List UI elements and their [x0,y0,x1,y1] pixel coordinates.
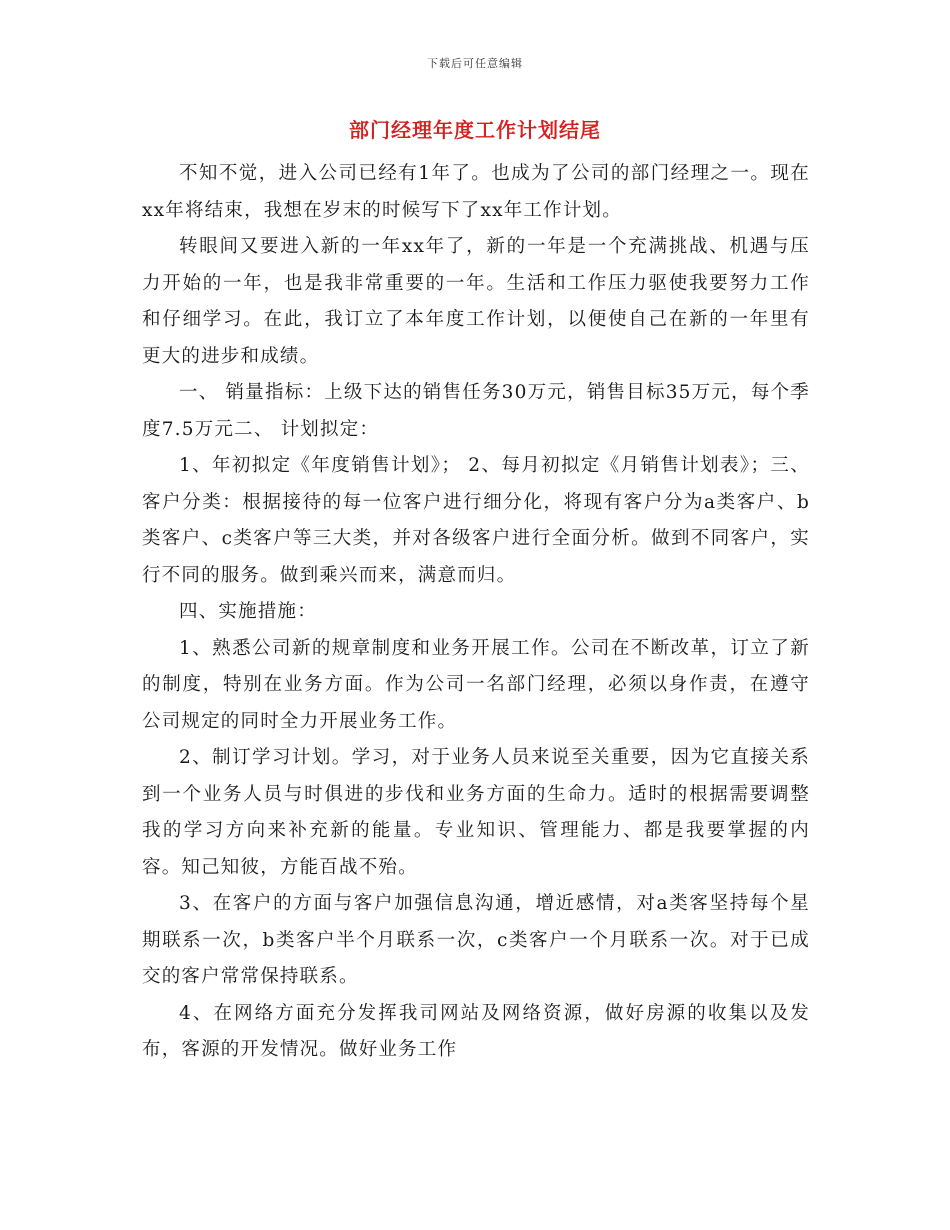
paragraph-measure-3: 3、在客户的方面与客户加强信息沟通，增近感情，对a类客坚持每个星期联系一次，b类客户半个月联系一次，c类客户一个月联系一次。对于已成交的客户常常保持联系。 [142,893,810,987]
document-body [142,156,810,1069]
document-title: 部门经理年度工作计划结尾 [349,118,601,142]
paragraph-measure-4: 4、在网络方面充分发挥我司网站及网络资源，做好房源的收集以及发布，客源的开发情况。做好业务工作 [142,1002,810,1060]
paragraph-sales-target: 一、 销量指标：上级下达的销售任务30万元，销售目标35万元，每个季度7.5万元二、 计划拟定： [142,382,810,440]
paragraph-intro: 不知不觉，进入公司已经有1年了。也成为了公司的部门经理之一。现在xx年将结束，我想在岁末的时候写下了xx年工作计划。 [142,163,810,221]
paragraph-measures-heading: 四、实施措施： [179,601,317,622]
paragraph-plan-and-customers: 1、年初拟定《年度销售计划》； 2、每月初拟定《月销售计划表》；三、客户分类：根据接待的每一位客户进行细分化，将现有客户分为a类客户、b类客户、c类客户等三大类，并对各级客户进行全面分析。做到不同客户，实行不同的服务。做到乘兴而来，满意而归。 [142,455,810,586]
paragraph-measure-1: 1、熟悉公司新的规章制度和业务开展工作。公司在不断改革，订立了新的制度，特别在业务方面。作为公司一名部门经理，必须以身作责，在遵守公司规定的同时全力开展业务工作。 [142,637,810,732]
page-header-note: 下载后可任意编辑 [427,57,523,70]
paragraph-new-year: 转眼间又要进入新的一年xx年了，新的一年是一个充满挑战、机遇与压力开始的一年，也是我非常重要的一年。生活和工作压力驱使我要努力工作和仔细学习。在此，我订立了本年度工作计划，以便使自己在新的一年里有更大的进步和成绩。 [142,236,810,367]
paragraph-measure-2: 2、制订学习计划。学习，对于业务人员来说至关重要，因为它直接关系到一个业务人员与时俱进的步伐和业务方面的生命力。适时的根据需要调整我的学习方向来补充新的能量。专业知识、管理能力、都是我要掌握的内容。知己知彼，方能百战不殆。 [142,747,810,878]
